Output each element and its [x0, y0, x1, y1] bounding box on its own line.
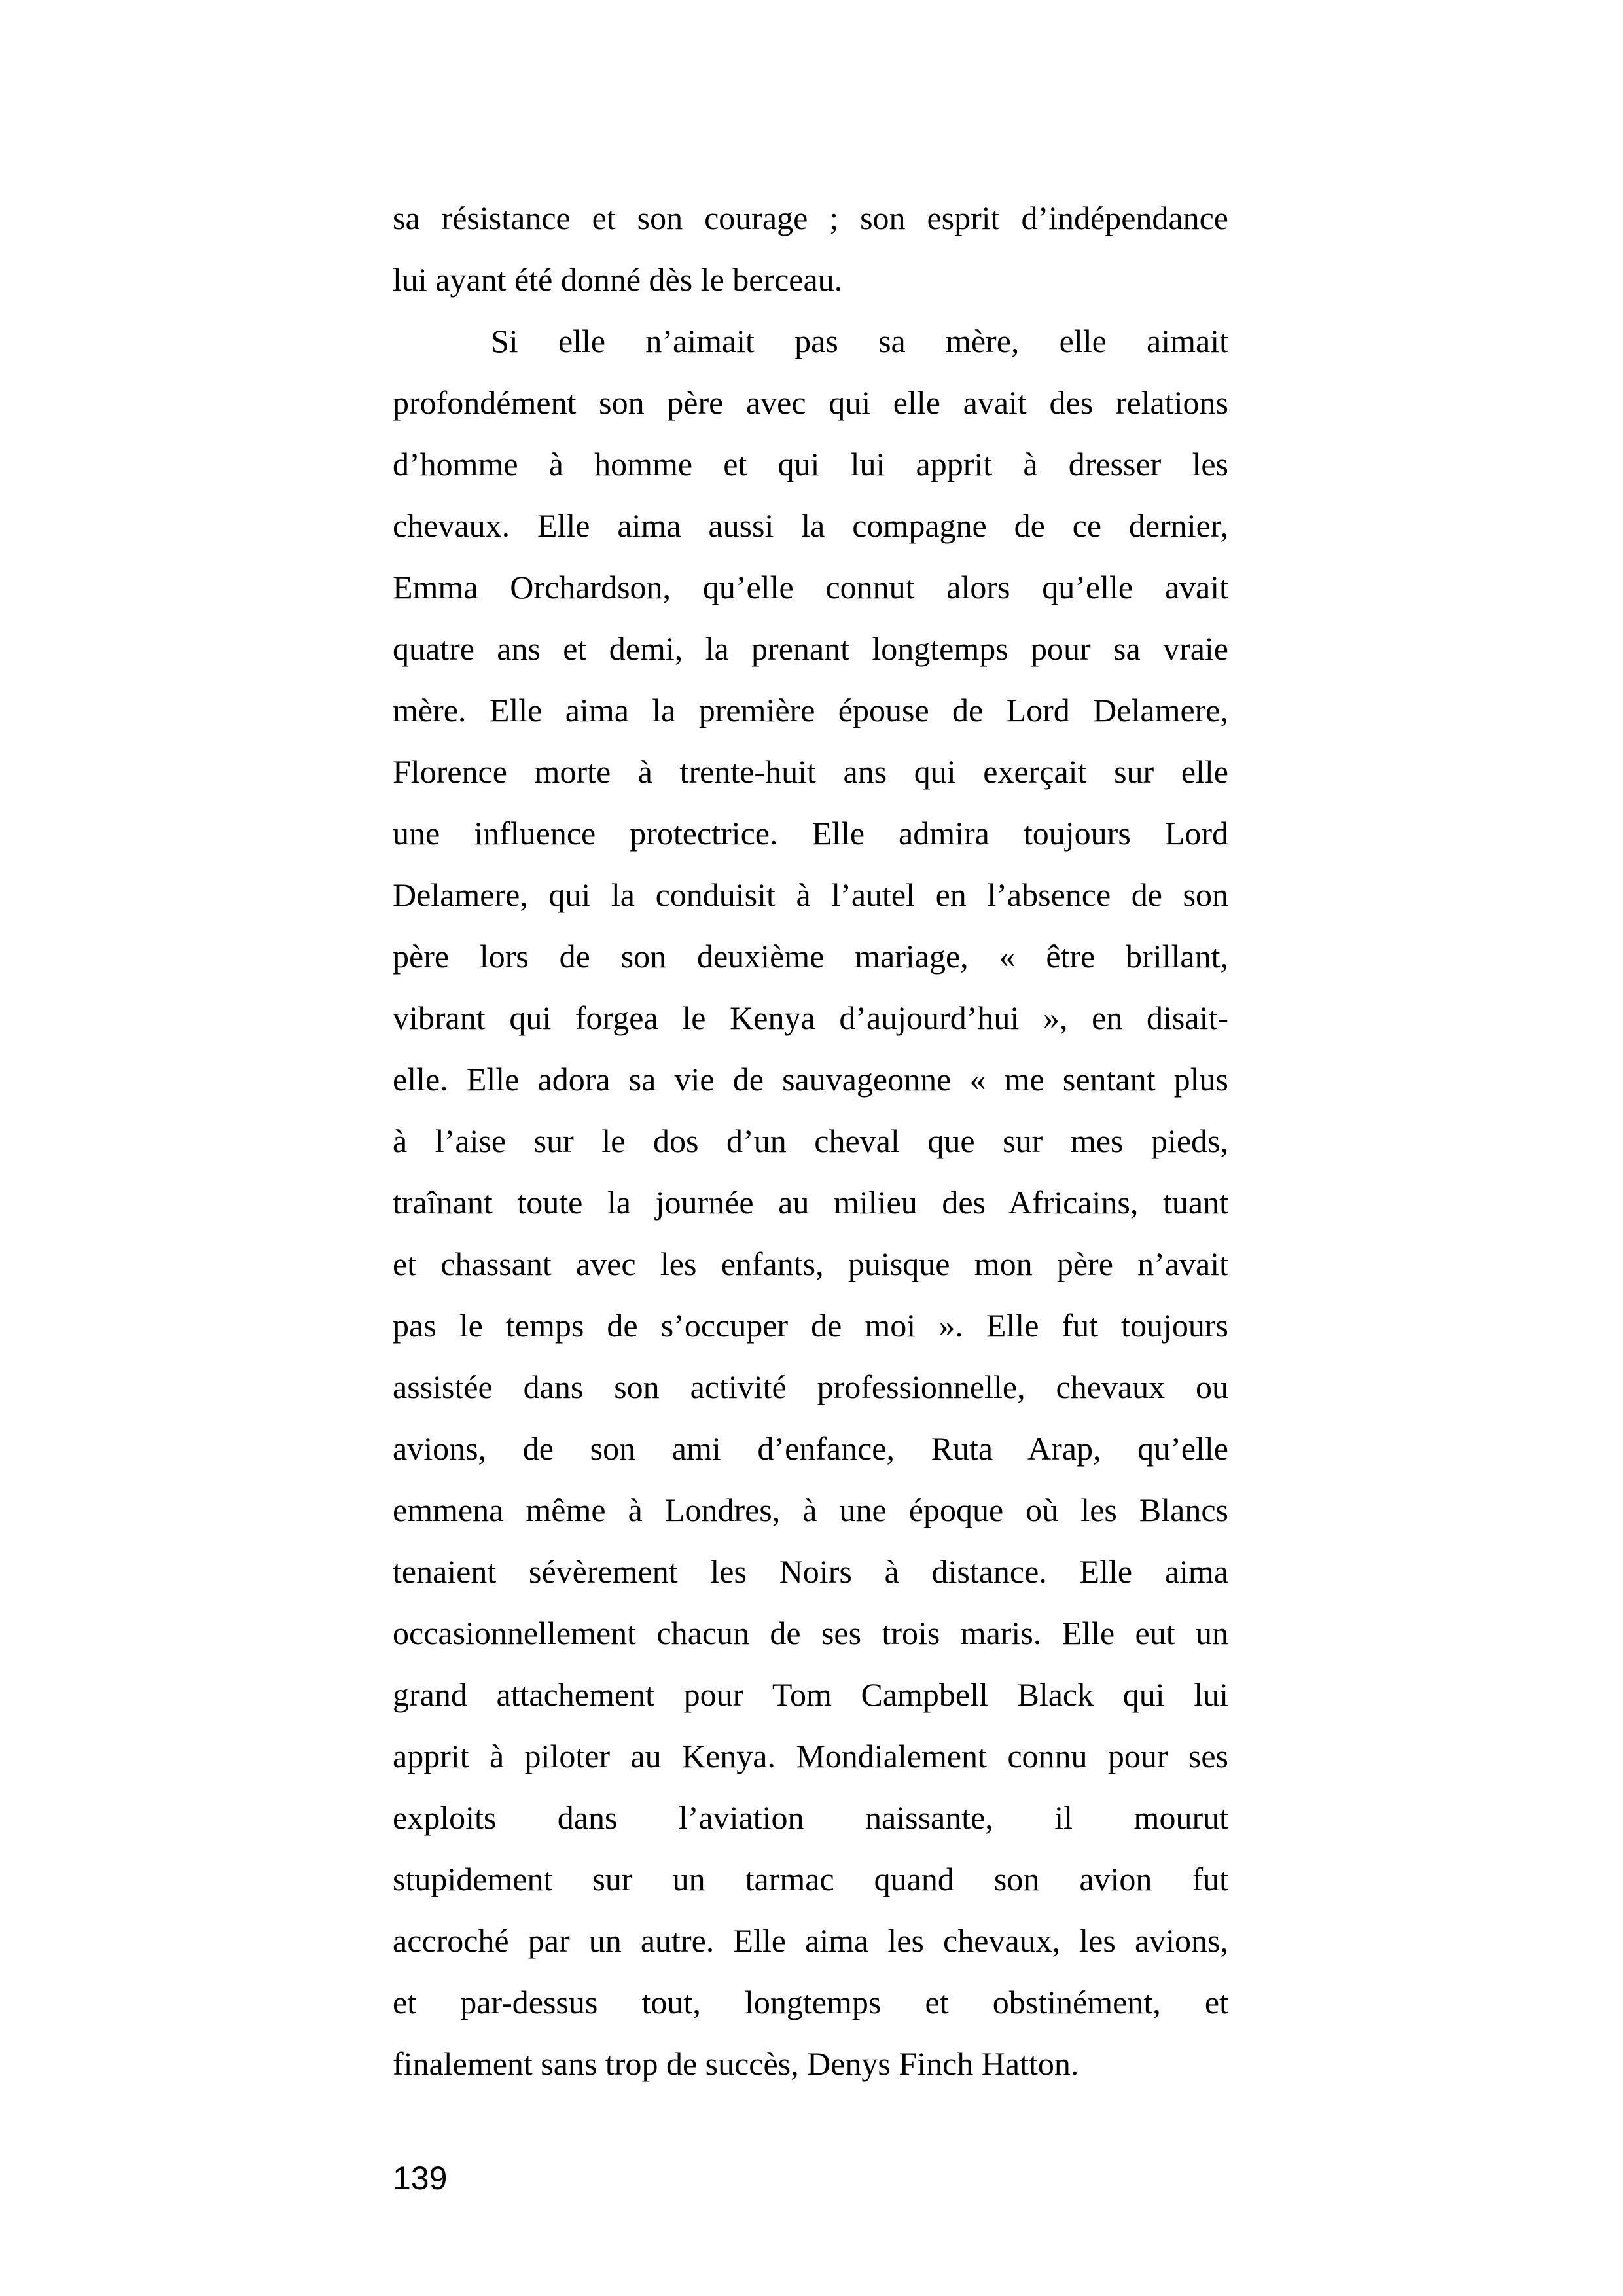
- text-line: avions, de son ami d’enfance, Ruta Arap, qu’elle: [393, 1430, 1228, 1467]
- text-line: assistée dans son activité professionnelle, chevaux ou: [393, 1369, 1228, 1405]
- text-line: tenaient sévèrement les Noirs à distance. Elle aima: [393, 1553, 1228, 1590]
- text-line: d’homme à homme et qui lui apprit à dresser les: [393, 446, 1228, 482]
- text-line: et par-dessus tout, longtemps et obstinément, et: [393, 1984, 1228, 2020]
- text-line: stupidement sur un tarmac quand son avion fut: [393, 1861, 1228, 1897]
- text-line: finalement sans trop de succès, Denys Finch Hatton.: [393, 2045, 1079, 2082]
- text-line: quatre ans et demi, la prenant longtemps pour sa vraie: [393, 630, 1228, 667]
- text-line: emmena même à Londres, à une époque où les Blancs: [393, 1492, 1228, 1528]
- text-line: elle. Elle adora sa vie de sauvageonne « me sentant plus: [393, 1061, 1228, 1098]
- text-line: Si elle n’aimait pas sa mère, elle aimait: [491, 323, 1228, 359]
- text-line: traînant toute la journée au milieu des Africains, tuant: [393, 1184, 1228, 1221]
- paragraph: [393, 310, 1228, 2094]
- page-number: 139: [393, 2160, 448, 2197]
- text-line: grand attachement pour Tom Campbell Black qui lui: [393, 1676, 1228, 1713]
- text-line: une influence protectrice. Elle admira toujours Lord: [393, 815, 1228, 852]
- text-line: chevaux. Elle aima aussi la compagne de ce dernier,: [393, 507, 1228, 544]
- text-line: occasionnellement chacun de ses trois maris. Elle eut un: [393, 1615, 1228, 1651]
- text-line: Florence morte à trente-huit ans qui exerçait sur elle: [393, 753, 1228, 790]
- text-line: vibrant qui forgea le Kenya d’aujourd’hui », en disait-: [393, 999, 1228, 1036]
- text-line: père lors de son deuxième mariage, « être brillant,: [393, 938, 1228, 975]
- text-line: sa résistance et son courage ; son esprit d’indépendance: [393, 200, 1228, 236]
- text-line: lui ayant été donné dès le berceau.: [393, 261, 843, 298]
- text-line: apprit à piloter au Kenya. Mondialement connu pour ses: [393, 1738, 1228, 1774]
- text-line: et chassant avec les enfants, puisque mon père n’avait: [393, 1246, 1228, 1282]
- text-line: Emma Orchardson, qu’elle connut alors qu’elle avait: [393, 569, 1228, 605]
- text-block: [393, 187, 1228, 2094]
- paragraph: [393, 187, 1228, 310]
- text-line: à l’aise sur le dos d’un cheval que sur mes pieds,: [393, 1122, 1228, 1159]
- text-line: profondément son père avec qui elle avait des relations: [393, 384, 1228, 421]
- text-line: exploits dans l’aviation naissante, il mourut: [393, 1799, 1228, 1836]
- text-line: accroché par un autre. Elle aima les chevaux, les avions,: [393, 1922, 1228, 1959]
- text-line: Delamere, qui la conduisit à l’autel en l’absence de son: [393, 876, 1228, 913]
- text-line: pas le temps de s’occuper de moi ». Elle fut toujours: [393, 1307, 1228, 1344]
- text-line: mère. Elle aima la première épouse de Lord Delamere,: [393, 692, 1228, 728]
